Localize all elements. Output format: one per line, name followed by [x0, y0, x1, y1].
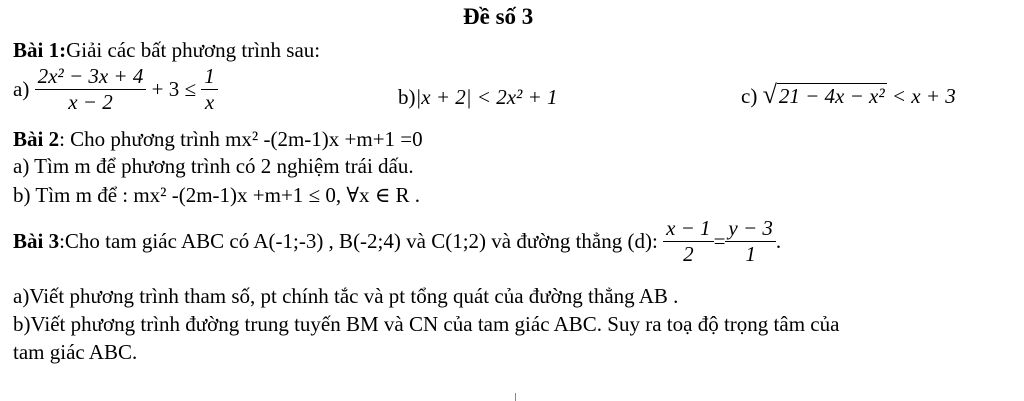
bai2-label: Bài 2 — [13, 127, 60, 151]
fraction-denominator: 2 — [683, 242, 694, 266]
page-title: Đề số 3 — [463, 4, 534, 29]
bai2-part-b: b) Tìm m để : mx² -(2m-1)x +m+1 ≤ 0, ∀x ∈ R . — [13, 183, 421, 207]
inequality-b: |x + 2| < 2x² + 1 — [415, 85, 558, 109]
equals-sign: = — [713, 229, 726, 253]
radicand: 21 − 4x − x² — [778, 83, 885, 108]
bai3-part-b-line1: b)Viết phương trình đường trung tuyến BM và CN của tam giác ABC. Suy ra toạ độ trọng tâm của — [13, 312, 840, 336]
radical-sign-icon: √ — [762, 80, 777, 109]
bai3-heading — [13, 218, 781, 265]
bai3-part-a: a)Viết phương trình tham số, pt chính tắc và pt tổng quát của đường thẳng AB . — [13, 284, 679, 308]
fraction-denominator: 1 — [745, 242, 756, 266]
fraction-denominator: x — [204, 90, 215, 114]
line-d-fraction-y — [725, 218, 776, 265]
bai2-text: : Cho phương trình mx² -(2m-1)x +m+1 =0 — [59, 127, 423, 151]
fraction-numerator: 1 — [201, 66, 218, 90]
bai1-part-b — [398, 87, 558, 108]
bai1-part-a — [13, 66, 218, 113]
part-a-label: a) — [13, 77, 30, 101]
bai2-heading — [13, 129, 423, 150]
line-d-fraction-x — [663, 218, 714, 265]
square-root — [763, 82, 887, 108]
part-b-label: b) — [398, 85, 416, 109]
scan-mark — [515, 393, 516, 401]
inequality-c-rest: < x + 3 — [891, 84, 956, 108]
part-c-label: c) — [741, 84, 758, 108]
inequality-middle: + 3 ≤ — [151, 77, 196, 101]
fraction-a-right — [201, 66, 218, 113]
fraction-denominator: x − 2 — [68, 90, 113, 114]
fraction-numerator: x − 1 — [663, 218, 714, 242]
bai1-part-c — [741, 82, 956, 108]
fraction-numerator: y − 3 — [725, 218, 776, 242]
bai3-label: Bài 3 — [13, 229, 60, 253]
bai3-text: :Cho tam giác ABC có A(-1;-3) , B(-2;4) và C(1;2) và đường thẳng (d): — [59, 229, 658, 253]
bai2-part-a: a) Tìm m để phương trình có 2 nghiệm trái dấu. — [13, 154, 414, 178]
bai1-label: Bài 1: — [13, 38, 67, 62]
bai1-heading — [13, 40, 320, 61]
fraction-a-main — [35, 66, 147, 113]
bai3-part-b-line2: tam giác ABC. — [13, 340, 138, 364]
bai1-text: Giải các bất phương trình sau: — [66, 38, 321, 62]
period: . — [775, 229, 782, 253]
fraction-numerator: 2x² − 3x + 4 — [35, 66, 147, 90]
